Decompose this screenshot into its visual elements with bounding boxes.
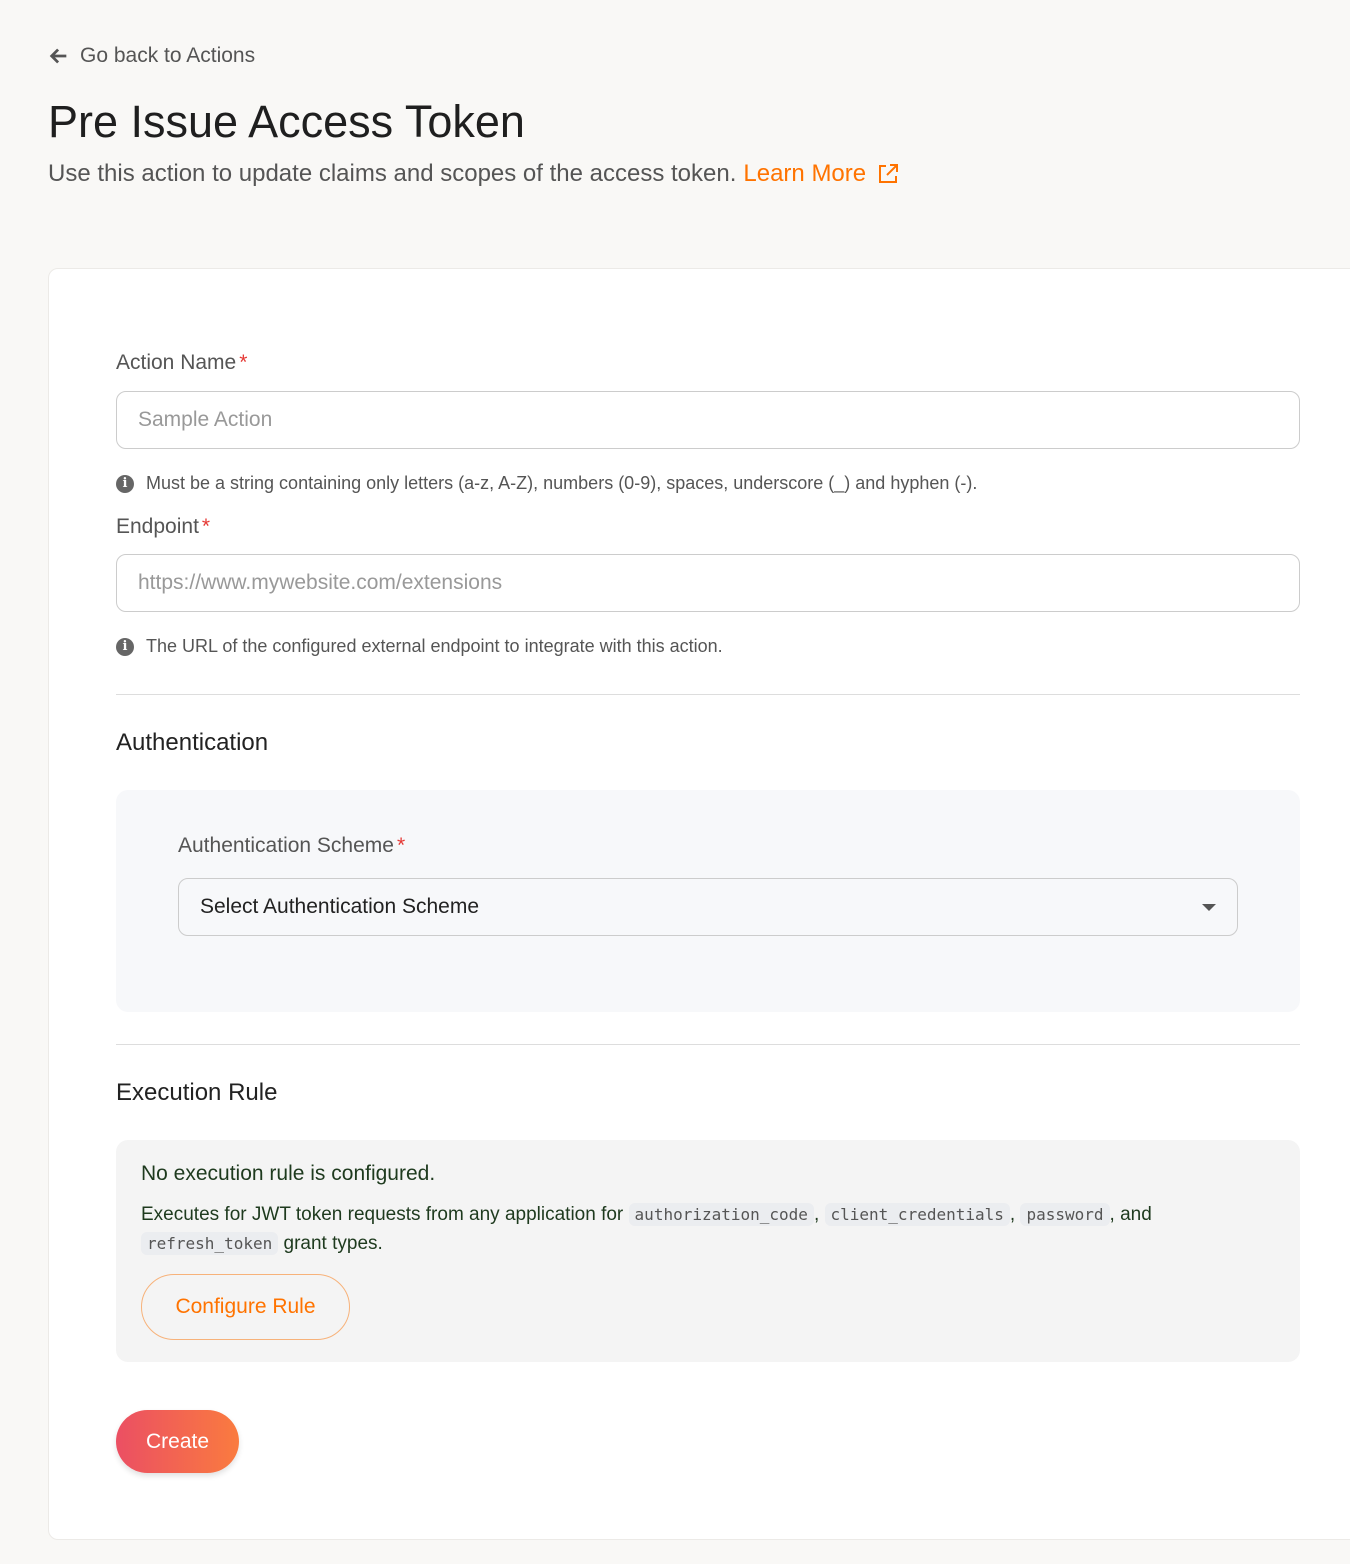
auth-scheme-select[interactable] [178,878,1238,936]
grant-type: authorization_code [629,1203,814,1226]
page-title: Pre Issue Access Token [48,96,525,147]
learn-more-link[interactable] [743,160,900,188]
action-name-hint: Must be a string containing only letters (a-z, A-Z), numbers (0-9), spaces, underscore (_) and hyphen (-). [146,473,978,493]
required-marker: * [396,834,406,857]
configure-rule-button[interactable]: Configure Rule [141,1274,350,1340]
chevron-down-icon [1202,904,1216,911]
required-marker: * [201,515,211,538]
learn-more-label: Learn More [743,160,867,187]
back-link[interactable] [48,44,255,68]
endpoint-group [116,515,1300,657]
endpoint-label: Endpoint [116,515,199,538]
endpoint-input[interactable]: https://www.mywebsite.com/extensions [116,554,1300,612]
grant-type: password [1020,1203,1109,1226]
info-icon: i [116,475,134,493]
grant-type: refresh_token [141,1232,278,1255]
required-marker: * [239,351,248,374]
grant-type: client_credentials [825,1203,1010,1226]
desc-suffix: grant types. [283,1233,383,1254]
divider [116,694,1300,695]
separator: , [1009,1204,1016,1225]
external-link-icon [876,162,900,186]
create-button[interactable]: Create [116,1410,239,1473]
separator: , and [1109,1204,1152,1225]
action-name-group [116,351,1300,494]
divider [116,1044,1300,1045]
action-name-input[interactable]: Sample Action [116,391,1300,449]
description-text: Use this action to update claims and scopes of the access token. [48,160,737,187]
execution-rule-description [141,1200,1275,1258]
execution-rule-title: No execution rule is configured. [141,1162,436,1185]
separator: , [813,1204,820,1225]
auth-scheme-value: Select Authentication Scheme [200,895,480,918]
form-card [48,268,1350,1540]
authentication-heading: Authentication [116,729,269,756]
authentication-panel [116,790,1300,1012]
desc-prefix: Executes for JWT token requests from any application for [141,1204,624,1225]
endpoint-hint: The URL of the configured external endpoint to integrate with this action. [146,636,723,656]
execution-rule-heading: Execution Rule [116,1079,278,1106]
execution-rule-panel [116,1140,1300,1362]
page-description [48,160,900,188]
auth-scheme-label: Authentication Scheme [178,834,394,857]
action-name-label: Action Name [116,351,237,374]
back-link-label: Go back to Actions [80,44,256,67]
info-icon: i [116,638,134,656]
arrow-left-icon [48,45,70,67]
